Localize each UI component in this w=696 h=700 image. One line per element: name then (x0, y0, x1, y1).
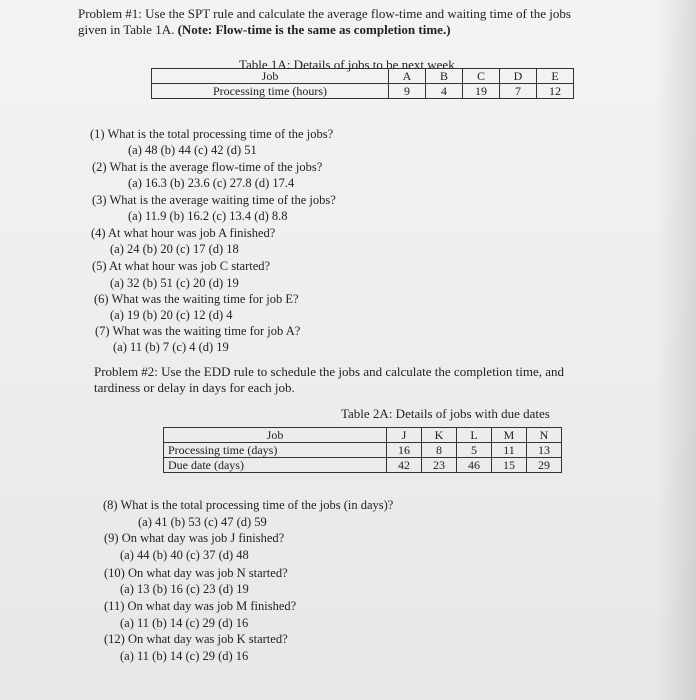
table2-job: J (387, 428, 422, 443)
question-1: (1) What is the total processing time of the jobs? (90, 127, 334, 141)
table2-cell: 42 (387, 458, 422, 473)
table2-cell: 5 (457, 443, 492, 458)
problem1-line1: Problem #1: Use the SPT rule and calculate the average flow-time and waiting time of the jobs (78, 6, 571, 21)
table1 (151, 68, 574, 99)
table1-cell: 12 (537, 84, 574, 99)
question-6-options: (a) 19 (b) 20 (c) 12 (d) 4 (110, 308, 233, 322)
problem2-line1: Problem #2: Use the EDD rule to schedule the jobs and calculate the completion time, and (94, 364, 565, 379)
table2-row2-label: Due date (days) (164, 458, 387, 473)
table2 (163, 427, 562, 473)
table2-cell: 23 (422, 458, 457, 473)
question-4: (4) At what hour was job A finished? (91, 226, 276, 240)
table2-cell: 46 (457, 458, 492, 473)
table2-job: L (457, 428, 492, 443)
question-12-options: (a) 11 (b) 14 (c) 29 (d) 16 (120, 649, 249, 663)
problem1-note: (Note: Flow-time is the same as completion time.) (177, 22, 451, 37)
question-2-options: (a) 16.3 (b) 23.6 (c) 27.8 (d) 17.4 (128, 176, 295, 190)
table2-row1-label: Processing time (days) (164, 443, 387, 458)
question-5: (5) At what hour was job C started? (92, 259, 271, 273)
question-6: (6) What was the waiting time for job E? (94, 292, 299, 306)
table1-job: E (537, 69, 574, 84)
question-11-options: (a) 11 (b) 14 (c) 29 (d) 16 (120, 616, 249, 630)
question-5-options: (a) 32 (b) 51 (c) 20 (d) 19 (110, 276, 239, 290)
table2-header-row (164, 428, 562, 443)
table2-caption: Table 2A: Details of jobs with due dates (341, 406, 550, 421)
table1-job: C (463, 69, 500, 84)
problem2-line2: tardiness or delay in days for each job. (94, 380, 295, 395)
question-10-options: (a) 13 (b) 16 (c) 23 (d) 19 (120, 582, 249, 596)
problem1-line2-plain: given in Table 1A. (78, 22, 178, 37)
table1-job: A (389, 69, 426, 84)
question-3-options: (a) 11.9 (b) 16.2 (c) 13.4 (d) 8.8 (128, 209, 288, 223)
table1-header-label: Job (152, 69, 389, 84)
table2-cell: 8 (422, 443, 457, 458)
table2-job: N (527, 428, 562, 443)
question-2: (2) What is the average flow-time of the jobs? (92, 160, 323, 174)
table2-cell: 16 (387, 443, 422, 458)
table1-row-label: Processing time (hours) (152, 84, 389, 99)
table1-header-row (152, 69, 574, 84)
question-7-options: (a) 11 (b) 7 (c) 4 (d) 19 (113, 340, 229, 354)
table2-job: M (492, 428, 527, 443)
question-8: (8) What is the total processing time of the jobs (in days)? (103, 498, 394, 512)
table1-cell: 7 (500, 84, 537, 99)
problem1-line2 (78, 22, 451, 38)
table1-cell: 9 (389, 84, 426, 99)
question-3: (3) What is the average waiting time of the jobs? (92, 193, 336, 207)
table2-cell: 29 (527, 458, 562, 473)
question-11: (11) On what day was job M finished? (104, 599, 297, 613)
question-10: (10) On what day was job N started? (104, 566, 288, 580)
table1-cell: 4 (426, 84, 463, 99)
table1-job: B (426, 69, 463, 84)
table1-cell: 19 (463, 84, 500, 99)
question-1-options: (a) 48 (b) 44 (c) 42 (d) 51 (128, 143, 257, 157)
page-shadow (656, 0, 696, 700)
question-9-options: (a) 44 (b) 40 (c) 37 (d) 48 (120, 548, 249, 562)
question-7: (7) What was the waiting time for job A? (95, 324, 301, 338)
question-12: (12) On what day was job K started? (104, 632, 288, 646)
question-8-options: (a) 41 (b) 53 (c) 47 (d) 59 (138, 515, 267, 529)
question-9: (9) On what day was job J finished? (104, 531, 285, 545)
table2-due-row (164, 458, 562, 473)
table2-job: K (422, 428, 457, 443)
table1-caption: Table 1A: Details of jobs to be next week (239, 57, 455, 72)
table2-processing-row (164, 443, 562, 458)
table2-cell: 11 (492, 443, 527, 458)
table1-job: D (500, 69, 537, 84)
table2-cell: 13 (527, 443, 562, 458)
table2-cell: 15 (492, 458, 527, 473)
table2-header-label: Job (164, 428, 387, 443)
table1-processing-row (152, 84, 574, 99)
question-4-options: (a) 24 (b) 20 (c) 17 (d) 18 (110, 242, 239, 256)
